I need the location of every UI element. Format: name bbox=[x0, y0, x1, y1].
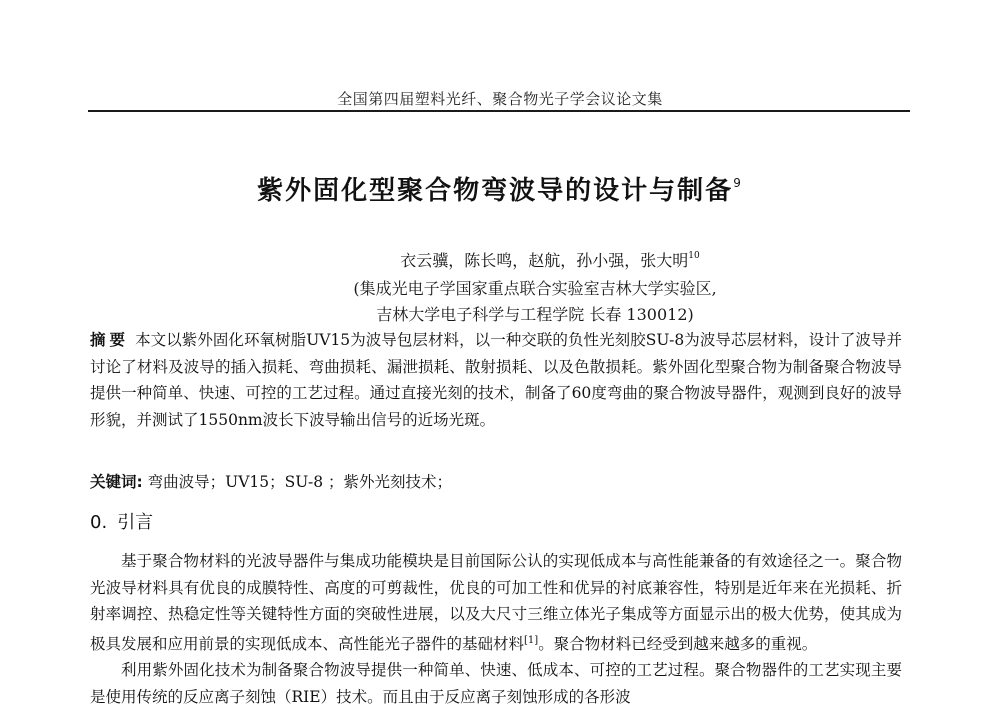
paper-title bbox=[0, 170, 1000, 207]
running-header: 全国第四届塑料光纤、聚合物光子学会议论文集 bbox=[337, 90, 663, 108]
author-names: 衣云骥，陈长鸣，赵航，孙小强，张大明 bbox=[400, 251, 689, 270]
citation-ref: [1] bbox=[524, 634, 539, 646]
affiliation-line-1: (集成光电子学国家重点联合实验室吉林大学实验区, bbox=[353, 279, 717, 298]
keywords-label: 关键词: bbox=[90, 473, 143, 491]
affiliation-line-2: 吉林大学电子科学与工程学院 长春 130012) bbox=[376, 305, 694, 324]
paper-title-text: 紫外固化型聚合物弯波导的设计与制备 bbox=[257, 176, 734, 206]
paragraph-text: 基于聚合物材料的光波导器件与集成功能模块是目前国际公认的实现低成本与高性能兼备的有效途径之一。聚合物光波导材料具有优良的成膜特性、高度的可剪裁性，优良的可加工性和优异的衬底兼容性，特别是近年来在光损耗、折射率调控、热稳定性等关键特性方面的突破性进展，以及大尺寸三维立体光子集成等方面显示出的极大优势，使其成为极具发展和应用前景的实现低成本、高性能光子器件的基础材料 bbox=[90, 552, 902, 653]
abstract-text: 本文以紫外固化环氧树脂UV15为波导包层材料，以一种交联的负性光刻胶SU-8为波导芯层材料，设计了波导并讨论了材料及波导的插入损耗、弯曲损耗、漏泄损耗、散射损耗、以及色散损耗。紫外固化型聚合物为制备聚合物波导提供一种简单、快速、可控的工艺过程。通过直接光刻的技术，制备了60度弯曲的聚合物波导器件，观测到良好的波导形貌，并测试了1550nm波长下波导输出信号的近场光斑。 bbox=[90, 331, 902, 429]
paragraph-text-cont: 。聚合物材料已经受到越来越多的重视。 bbox=[538, 634, 818, 653]
body-paragraph: 利用紫外固化技术为制备聚合物波导提供一种简单、快速、低成本、可控的工艺过程。聚合物器件的工艺实现主要是使用传统的反应离子刻蚀（RIE）技术。而且由于反应离子刻蚀形成的各形波 bbox=[90, 661, 902, 706]
keywords bbox=[90, 470, 902, 492]
keywords-text: 弯曲波导；UV15；SU-8 ；紫外光刻技术； bbox=[147, 473, 453, 491]
body-paragraph bbox=[90, 548, 902, 657]
author-footnote-mark: 10 bbox=[688, 250, 700, 261]
section-heading bbox=[90, 508, 153, 534]
header-rule bbox=[88, 110, 910, 112]
body-text bbox=[90, 548, 902, 710]
abstract bbox=[90, 327, 902, 433]
title-footnote-mark: 9 bbox=[733, 176, 743, 191]
section-number: 0. bbox=[90, 512, 108, 533]
abstract-label: 摘要 bbox=[90, 331, 130, 349]
author-list bbox=[0, 248, 1000, 271]
section-title: 引言 bbox=[117, 512, 154, 533]
